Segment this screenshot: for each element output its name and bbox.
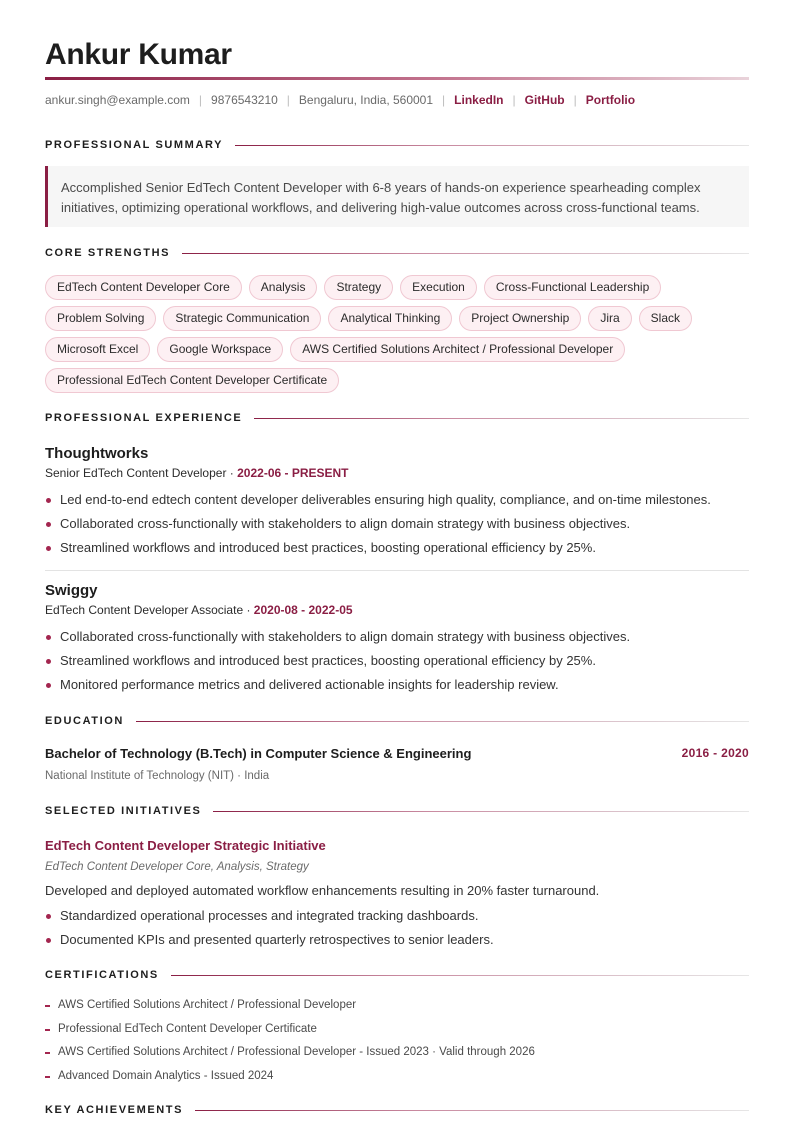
strength-chip: Strategic Communication <box>163 306 321 331</box>
initiative-bullet-list <box>45 906 749 954</box>
list-item: Professional EdTech Content Developer Certificate <box>45 1021 535 1045</box>
strength-chip: Problem Solving <box>45 306 156 331</box>
certification-list <box>45 997 535 1091</box>
section-header-education <box>45 715 749 727</box>
list-item: Streamlined workflows and introduced best practices, boosting operational efficiency by 25%. <box>45 651 749 675</box>
strength-chip: Execution <box>400 275 477 300</box>
initiative-title: EdTech Content Developer Strategic Initiative <box>45 838 326 853</box>
list-item: Collaborated cross-functionally with stakeholders to align domain strategy with business objectives. <box>45 627 749 651</box>
list-item: Led end-to-end edtech content developer deliverables ensuring high quality, compliance, and on-time milestones. <box>45 490 749 514</box>
list-item: Standardized operational processes and integrated tracking dashboards. <box>45 906 749 930</box>
section-header-strengths <box>45 247 749 259</box>
section-header-summary <box>45 139 749 151</box>
strength-chip: Analytical Thinking <box>328 306 452 331</box>
section-header-initiatives <box>45 805 749 817</box>
section-title: CERTIFICATIONS <box>45 969 159 981</box>
job-company: Thoughtworks <box>45 445 149 462</box>
section-rule <box>182 253 749 254</box>
job-bullet-list <box>45 627 749 699</box>
job-divider <box>45 570 749 571</box>
job-title: EdTech Content Developer Associate <box>45 603 244 617</box>
location-text: Bengaluru, India, 560001 <box>298 93 434 107</box>
contact-separator: | <box>573 93 577 107</box>
contact-separator: | <box>512 93 516 107</box>
initiative-description: Developed and deployed automated workflow enhancements resulting in 20% faster turnaround. <box>45 883 600 898</box>
chip-row <box>45 368 749 393</box>
linkedin-link[interactable]: LinkedIn <box>454 93 504 107</box>
strength-chip: Microsoft Excel <box>45 337 150 362</box>
section-rule <box>136 721 749 722</box>
list-item: Advanced Domain Analytics - Issued 2024 <box>45 1068 535 1092</box>
section-title: KEY ACHIEVEMENTS <box>45 1104 184 1116</box>
section-title: PROFESSIONAL EXPERIENCE <box>45 412 243 424</box>
section-title: CORE STRENGTHS <box>45 247 171 259</box>
degree-years: 2016 - 2020 <box>681 746 749 760</box>
section-rule <box>235 145 749 146</box>
strength-chip: EdTech Content Developer Core <box>45 275 242 300</box>
email-text: ankur.singh@example.com <box>45 93 190 107</box>
list-item: AWS Certified Solutions Architect / Professional Developer - Issued 2023 · Valid through 2026 <box>45 1044 535 1068</box>
candidate-name: Ankur Kumar <box>45 38 232 71</box>
list-item: Collaborated cross-functionally with stakeholders to align domain strategy with business objectives. <box>45 514 749 538</box>
section-rule <box>195 1110 749 1111</box>
school-name: National Institute of Technology (NIT) · India <box>45 770 270 782</box>
chip-row <box>45 337 749 362</box>
list-item: Streamlined workflows and introduced best practices, boosting operational efficiency by 25%. <box>45 538 749 562</box>
section-rule <box>171 975 749 976</box>
name-underline <box>45 77 749 80</box>
chip-row <box>45 275 749 300</box>
section-title: EDUCATION <box>45 715 124 727</box>
section-rule <box>213 811 749 812</box>
initiative-tags: EdTech Content Developer Core, Analysis, Strategy <box>45 861 309 873</box>
strength-chip: Professional EdTech Content Developer Certificate <box>45 368 339 393</box>
contact-bar <box>45 93 635 107</box>
strength-chip: Cross-Functional Leadership <box>484 275 661 300</box>
strength-chip: Analysis <box>249 275 318 300</box>
strength-chip: Jira <box>588 306 631 331</box>
strength-chip: Strategy <box>324 275 393 300</box>
degree-title: Bachelor of Technology (B.Tech) in Computer Science & Engineering <box>45 746 472 761</box>
section-header-certifications <box>45 969 749 981</box>
job-dates: 2020-08 - 2022-05 <box>253 603 353 617</box>
contact-separator: | <box>198 93 203 107</box>
job-title: Senior EdTech Content Developer <box>45 466 227 480</box>
contact-separator: | <box>286 93 290 107</box>
strength-chip: AWS Certified Solutions Architect / Professional Developer <box>290 337 625 362</box>
chip-row <box>45 306 749 331</box>
list-item: Documented KPIs and presented quarterly retrospectives to senior leaders. <box>45 930 749 954</box>
contact-separator: | <box>442 93 446 107</box>
section-header-achievements <box>45 1104 749 1116</box>
section-header-experience <box>45 412 749 424</box>
list-item: AWS Certified Solutions Architect / Professional Developer <box>45 997 535 1021</box>
portfolio-link[interactable]: Portfolio <box>585 93 636 107</box>
job-dates: 2022-06 - PRESENT <box>237 466 349 480</box>
section-title: SELECTED INITIATIVES <box>45 805 202 817</box>
job-role-line: Senior EdTech Content Developer · 2022-06 - PRESENT <box>45 466 349 480</box>
strength-chip: Google Workspace <box>157 337 283 362</box>
github-link[interactable]: GitHub <box>524 93 565 107</box>
strength-chip: Project Ownership <box>459 306 581 331</box>
list-item: Monitored performance metrics and delivered actionable insights for leadership review. <box>45 675 749 699</box>
job-bullet-list <box>45 490 749 562</box>
phone-text: 9876543210 <box>211 93 278 107</box>
job-role-line: EdTech Content Developer Associate · 2020-08 - 2022-05 <box>45 603 353 617</box>
section-title: PROFESSIONAL SUMMARY <box>45 139 224 151</box>
job-company: Swiggy <box>45 582 98 599</box>
section-rule <box>254 418 749 419</box>
strengths-chip-list <box>45 275 749 399</box>
strength-chip: Slack <box>639 306 692 331</box>
summary-text: Accomplished Senior EdTech Content Developer with 6-8 years of hands-on experience spearheading complex initiatives, optimizing operational workflows, and delivering high-value outcomes across cross-functional teams. <box>45 166 749 227</box>
